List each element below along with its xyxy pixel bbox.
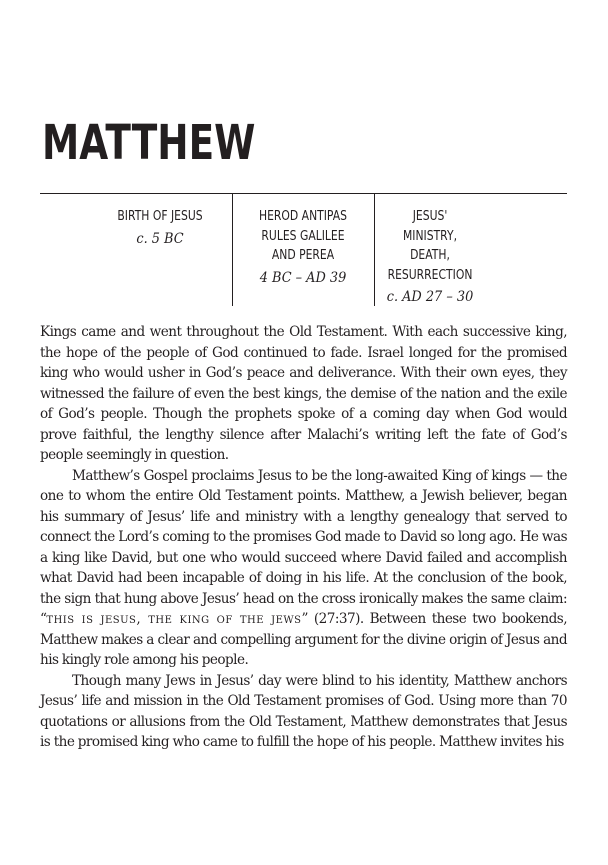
timeline-date: c. 5 BC [136, 230, 184, 247]
paragraph-text: Matthew’s Gospel proclaims Jesus to be the long-awaited King of kings — the one to whom the entire Old Testament points. Matthew, a Jewish believer, began his summary of Jesus’ life and ministry with a lengthy genealogy that served to connect the Lord’s coming to the promises God made to David so long ago. He was a king like David, but one who would succeed where David failed and accomplish what David had been incapable of doing in his life. At the conclusion of the book, the sign that hung above Jesus’ head on the cross ironically makes the same claim: “ [40, 467, 567, 627]
timeline-entry-ministry [374, 207, 486, 306]
timeline-entry-herod [242, 207, 364, 287]
timeline-date: c. AD 27 – 30 [386, 289, 474, 305]
timeline-divider-1 [232, 193, 233, 306]
timeline-label: BIRTH OF JESUS [117, 208, 203, 224]
book-title: MATTHEW [42, 115, 256, 171]
paragraph-text: ” (27:37). Between these two bookends, Matthew makes a clear and compelling argument for the divine origin of Jesus and his kingly role among his people. [40, 611, 567, 668]
timeline-label: HEROD ANTIPAS RULES GALILEE AND PEREA [258, 208, 348, 263]
introduction-text [40, 322, 567, 753]
timeline-top-rule [40, 193, 567, 194]
paragraph: Though many Jews in Jesus’ day were blind to his identity, Matthew anchors Jesus’ life and mission in the Old Testament promises of God. Using more than 70 quotations or allusions from the Old Testament, Matthew demonstrates that Jesus is the promised king who came to fulfill the hope of his people. Matthew invites his [40, 672, 567, 750]
timeline-date: 4 BC – AD 39 [259, 269, 347, 286]
timeline-label: JESUS' MINISTRY, DEATH, RESURRECTION [387, 208, 473, 283]
timeline-entry-birth [100, 207, 220, 248]
paragraph: Kings came and went throughout the Old Testament. With each successive king, the hope of the people of God continued to fade. Israel longed for the promised king who would usher in God’s peace and deliverance. With their own eyes, they witnessed the failure of even the best kings, the demise of the nation and the exile of God’s people. Though the prophets spoke of a coming day when God would prove faithful, the lengthy silence after Malachi’s writing left the fate of God’s people seemingly in question. [40, 324, 567, 463]
cross-sign-quote: this is jesus, the king of the jews [46, 611, 302, 627]
paragraph [40, 466, 567, 671]
